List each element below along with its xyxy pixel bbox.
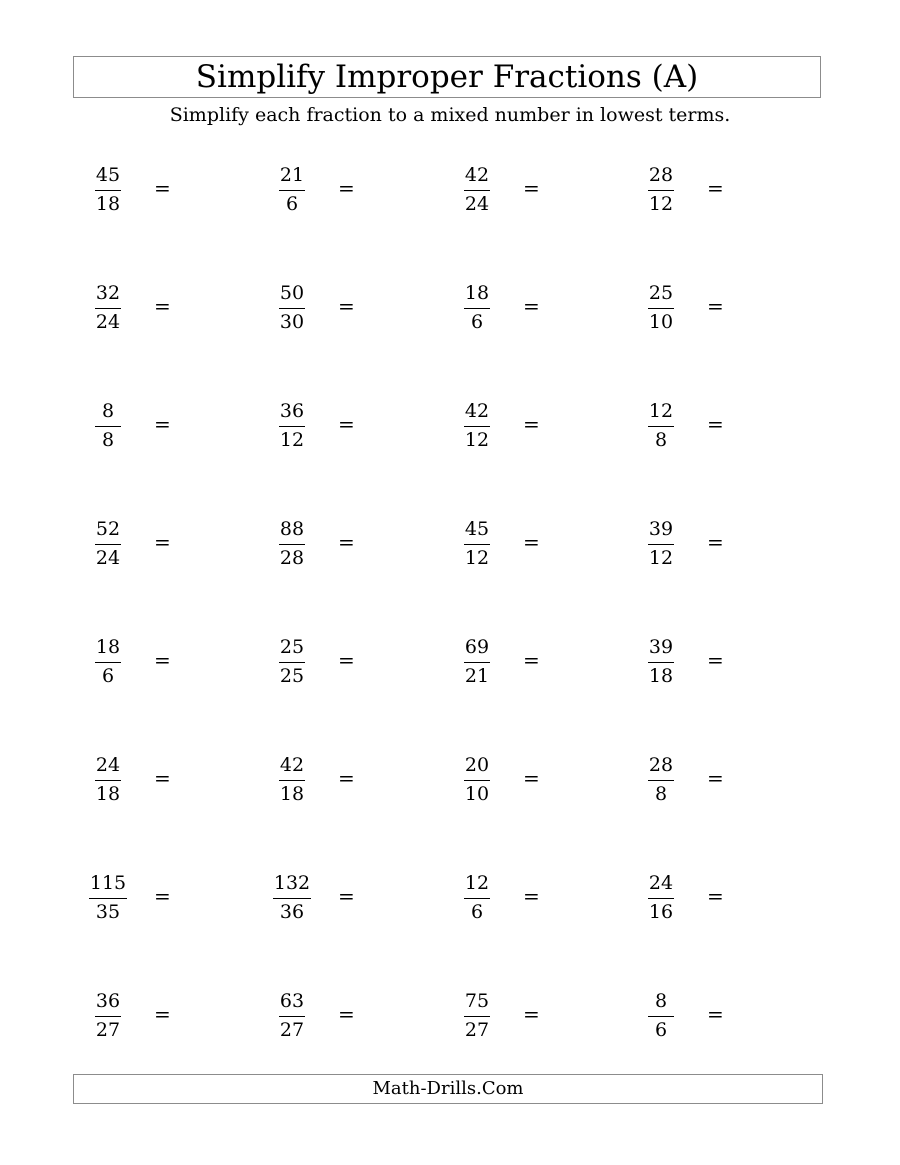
equals-sign: = [523, 884, 540, 908]
fraction-bar [464, 1016, 490, 1017]
fraction-numerator: 21 [279, 164, 305, 186]
equals-sign: = [707, 412, 724, 436]
equals-sign: = [523, 766, 540, 790]
fraction [73, 396, 143, 456]
fraction [442, 514, 512, 574]
fraction [257, 396, 327, 456]
fraction [442, 868, 512, 928]
fraction-bar [273, 898, 311, 899]
fraction-numerator: 28 [648, 754, 674, 776]
fraction-denominator: 27 [279, 1019, 305, 1041]
fraction-bar [464, 662, 490, 663]
fraction-numerator: 36 [279, 400, 305, 422]
fraction [626, 514, 696, 574]
equals-sign: = [707, 648, 724, 672]
fraction-denominator: 27 [95, 1019, 121, 1041]
fraction-problem [73, 750, 223, 810]
fraction-numerator: 8 [101, 400, 115, 422]
fraction [73, 632, 143, 692]
fraction-problem [73, 278, 223, 338]
fraction-bar [95, 544, 121, 545]
fraction-problem [73, 986, 223, 1046]
equals-sign: = [338, 1002, 355, 1026]
fraction [73, 750, 143, 810]
equals-sign: = [523, 176, 540, 200]
fraction-numerator: 18 [464, 282, 490, 304]
equals-sign: = [523, 1002, 540, 1026]
fraction-problem [73, 514, 223, 574]
fraction-numerator: 88 [279, 518, 305, 540]
fraction-problem [626, 750, 776, 810]
fraction-problem [257, 514, 407, 574]
fraction-denominator: 12 [279, 429, 305, 451]
equals-sign: = [707, 294, 724, 318]
fraction-problem [73, 160, 223, 220]
fraction-problem [257, 396, 407, 456]
fraction [257, 868, 327, 928]
fraction-bar [279, 1016, 305, 1017]
fraction-numerator: 50 [279, 282, 305, 304]
fraction-problem [257, 632, 407, 692]
fraction-denominator: 18 [648, 665, 674, 687]
fraction [626, 632, 696, 692]
fraction-problem [73, 868, 223, 928]
equals-sign: = [338, 412, 355, 436]
fraction-bar [464, 308, 490, 309]
fraction-problem [442, 868, 592, 928]
fraction [626, 278, 696, 338]
fraction-bar [279, 190, 305, 191]
fraction-numerator: 75 [464, 990, 490, 1012]
fraction [257, 632, 327, 692]
fraction-bar [279, 308, 305, 309]
equals-sign: = [154, 884, 171, 908]
fraction-denominator: 18 [279, 783, 305, 805]
equals-sign: = [338, 884, 355, 908]
fraction-numerator: 25 [279, 636, 305, 658]
fraction-numerator: 52 [95, 518, 121, 540]
fraction-denominator: 8 [654, 783, 668, 805]
fraction-numerator: 42 [279, 754, 305, 776]
fraction [442, 278, 512, 338]
equals-sign: = [338, 294, 355, 318]
fraction-problem [442, 750, 592, 810]
fraction [257, 750, 327, 810]
fraction [257, 986, 327, 1046]
fraction-bar [464, 190, 490, 191]
fraction [442, 986, 512, 1046]
fraction [257, 514, 327, 574]
fraction-numerator: 115 [89, 872, 127, 894]
fraction-problem [442, 986, 592, 1046]
fraction-bar [279, 426, 305, 427]
fraction [257, 160, 327, 220]
fraction-bar [648, 308, 674, 309]
fraction-bar [648, 780, 674, 781]
fraction-numerator: 39 [648, 636, 674, 658]
fraction-bar [279, 780, 305, 781]
fraction-problem [442, 514, 592, 574]
fraction-problem [257, 986, 407, 1046]
fraction-bar [279, 662, 305, 663]
fraction-problem [442, 278, 592, 338]
equals-sign: = [338, 530, 355, 554]
equals-sign: = [338, 648, 355, 672]
fraction-denominator: 12 [648, 547, 674, 569]
fraction-numerator: 12 [464, 872, 490, 894]
equals-sign: = [154, 176, 171, 200]
fraction-bar [648, 426, 674, 427]
fraction-numerator: 42 [464, 400, 490, 422]
fraction-bar [95, 308, 121, 309]
fraction [73, 160, 143, 220]
equals-sign: = [707, 1002, 724, 1026]
fraction-numerator: 24 [95, 754, 121, 776]
fraction-denominator: 24 [464, 193, 490, 215]
fraction-numerator: 36 [95, 990, 121, 1012]
fraction-denominator: 6 [654, 1019, 668, 1041]
fraction-denominator: 8 [654, 429, 668, 451]
fraction [442, 632, 512, 692]
fraction-denominator: 28 [279, 547, 305, 569]
fraction-denominator: 6 [285, 193, 299, 215]
equals-sign: = [154, 766, 171, 790]
equals-sign: = [707, 884, 724, 908]
fraction-bar [89, 898, 127, 899]
fraction [626, 986, 696, 1046]
fraction-problem [257, 868, 407, 928]
fraction-denominator: 30 [279, 311, 305, 333]
fraction-bar [464, 780, 490, 781]
fraction-problem [626, 632, 776, 692]
equals-sign: = [523, 294, 540, 318]
equals-sign: = [707, 766, 724, 790]
fraction-bar [464, 544, 490, 545]
fraction-numerator: 8 [654, 990, 668, 1012]
fraction-problem [626, 278, 776, 338]
fraction-denominator: 6 [101, 665, 115, 687]
fraction-bar [648, 190, 674, 191]
fraction-denominator: 10 [464, 783, 490, 805]
fraction-denominator: 36 [279, 901, 305, 923]
fraction-numerator: 20 [464, 754, 490, 776]
fraction-problem [626, 396, 776, 456]
fraction-bar [95, 1016, 121, 1017]
fraction-bar [648, 1016, 674, 1017]
fraction-numerator: 42 [464, 164, 490, 186]
fraction-denominator: 25 [279, 665, 305, 687]
fraction-problem [626, 868, 776, 928]
fraction-numerator: 32 [95, 282, 121, 304]
equals-sign: = [338, 176, 355, 200]
equals-sign: = [707, 530, 724, 554]
equals-sign: = [338, 766, 355, 790]
fraction-bar [464, 898, 490, 899]
fraction-numerator: 25 [648, 282, 674, 304]
fraction-problem [73, 632, 223, 692]
fraction-bar [95, 190, 121, 191]
equals-sign: = [154, 648, 171, 672]
fraction-bar [95, 780, 121, 781]
equals-sign: = [707, 176, 724, 200]
fraction-bar [648, 662, 674, 663]
fraction-numerator: 12 [648, 400, 674, 422]
fraction-numerator: 132 [273, 872, 311, 894]
fraction-bar [279, 544, 305, 545]
fraction-denominator: 12 [648, 193, 674, 215]
equals-sign: = [523, 412, 540, 436]
fraction-denominator: 8 [101, 429, 115, 451]
fraction-problem [442, 160, 592, 220]
fraction-denominator: 6 [470, 901, 484, 923]
fraction [626, 750, 696, 810]
fraction-denominator: 24 [95, 311, 121, 333]
footer-source: Math-Drills.Com [372, 1078, 524, 1099]
fraction-numerator: 24 [648, 872, 674, 894]
fraction-denominator: 10 [648, 311, 674, 333]
fraction [626, 396, 696, 456]
fraction-problem [626, 160, 776, 220]
fraction [257, 278, 327, 338]
worksheet-title: Simplify Improper Fractions (A) [195, 58, 699, 95]
fraction [442, 396, 512, 456]
fraction-problem [442, 632, 592, 692]
equals-sign: = [154, 412, 171, 436]
equals-sign: = [154, 294, 171, 318]
fraction [626, 868, 696, 928]
fraction-problem [257, 750, 407, 810]
fraction [73, 514, 143, 574]
fraction-denominator: 21 [464, 665, 490, 687]
fraction-bar [464, 426, 490, 427]
fraction-bar [95, 662, 121, 663]
fraction [442, 160, 512, 220]
fraction-numerator: 28 [648, 164, 674, 186]
fraction [73, 278, 143, 338]
fraction-numerator: 63 [279, 990, 305, 1012]
fraction-numerator: 45 [95, 164, 121, 186]
fraction-denominator: 18 [95, 783, 121, 805]
fraction-denominator: 6 [470, 311, 484, 333]
equals-sign: = [523, 648, 540, 672]
fraction-problem [257, 160, 407, 220]
footer-box [73, 1074, 823, 1104]
fraction-bar [95, 426, 121, 427]
fraction-denominator: 16 [648, 901, 674, 923]
equals-sign: = [154, 1002, 171, 1026]
fraction [73, 986, 143, 1046]
fraction-denominator: 27 [464, 1019, 490, 1041]
fraction-bar [648, 898, 674, 899]
worksheet-title-box [73, 56, 821, 98]
fraction-numerator: 69 [464, 636, 490, 658]
fraction-problem [626, 986, 776, 1046]
fraction-numerator: 18 [95, 636, 121, 658]
fraction [73, 868, 143, 928]
fraction-problem [257, 278, 407, 338]
equals-sign: = [523, 530, 540, 554]
fraction-problem [442, 396, 592, 456]
fraction-numerator: 45 [464, 518, 490, 540]
equals-sign: = [154, 530, 171, 554]
fraction-problem [626, 514, 776, 574]
worksheet-instructions: Simplify each fraction to a mixed number in lowest terms. [169, 104, 731, 126]
fraction-problem [73, 396, 223, 456]
fraction-denominator: 35 [95, 901, 121, 923]
fraction-bar [648, 544, 674, 545]
fraction-denominator: 12 [464, 429, 490, 451]
fraction [626, 160, 696, 220]
fraction-denominator: 18 [95, 193, 121, 215]
fraction-numerator: 39 [648, 518, 674, 540]
fraction-denominator: 12 [464, 547, 490, 569]
fraction-denominator: 24 [95, 547, 121, 569]
fraction [442, 750, 512, 810]
